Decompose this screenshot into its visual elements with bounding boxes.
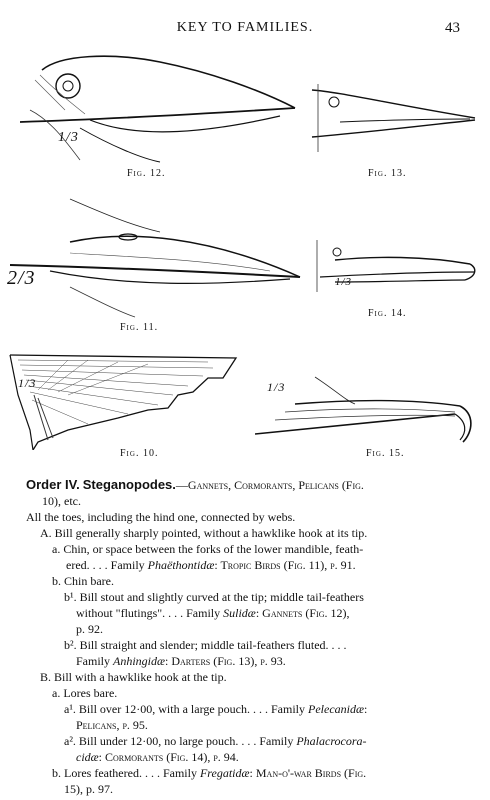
figure-15-frigatebird-bill bbox=[255, 372, 480, 452]
tropic-bird-bill-drawing bbox=[10, 187, 310, 322]
cormorant-bill-drawing bbox=[315, 232, 480, 302]
figure-13-caption: Fig. 13. bbox=[368, 168, 407, 179]
family-anhingidae: Anhingidæ bbox=[113, 654, 166, 668]
key-A-b2-2-pre: Family bbox=[76, 654, 114, 668]
figure-12-gannet-bill bbox=[20, 50, 305, 165]
webbed-foot-drawing bbox=[8, 350, 240, 450]
figure-12-caption: Fig. 12. bbox=[127, 168, 166, 179]
figure-10-scale: 1/3 bbox=[18, 376, 37, 390]
figure-15-caption: Fig. 15. bbox=[366, 448, 405, 459]
key-B-a: a. Lores bare. bbox=[52, 686, 118, 700]
figure-11-scale: 2/3 bbox=[7, 267, 36, 289]
figure-14-caption: Fig. 14. bbox=[368, 308, 407, 319]
family-sulidae: Sulidæ bbox=[223, 606, 256, 620]
figure-11-tropic-bird-bill bbox=[7, 187, 310, 322]
key-B-a1-1-pre: a¹. Bill over 12·00, with a large pouch. . . . Family bbox=[64, 702, 309, 716]
key-A-b1-3: p. 92. bbox=[76, 622, 103, 636]
key-B-a2-1 bbox=[26, 733, 470, 749]
order-members: —Gannets, Cormorants, Pelicans (Fig. bbox=[175, 478, 364, 492]
figure-14-scale: 1/3 bbox=[335, 276, 353, 288]
order-heading bbox=[26, 477, 470, 493]
key-A: A. Bill generally sharply pointed, without a hawklike hook at its tip. bbox=[40, 526, 368, 540]
figure-15-scale: 1/3 bbox=[267, 380, 286, 394]
order-name: Steganopodes. bbox=[82, 477, 176, 492]
frigatebird-bill-drawing bbox=[255, 372, 480, 452]
key-A-b1-1: b¹. Bill stout and slightly curved at the tip; middle tail-feathers bbox=[64, 590, 364, 604]
figure-13-darter-bill bbox=[310, 82, 480, 157]
key-B: B. Bill with a hawklike hook at the tip. bbox=[40, 670, 227, 684]
key-A-b1-2-pre: without "flutings". . . . Family bbox=[76, 606, 224, 620]
key-A-b: b. Chin bare. bbox=[52, 574, 114, 588]
figure-10-webbed-foot bbox=[8, 350, 240, 450]
figure-14-cormorant-bill bbox=[315, 232, 480, 302]
key-B-a1-1-post: : bbox=[364, 702, 368, 716]
figure-12-scale: 1/3 bbox=[58, 130, 79, 145]
key-A-b2-1: b². Bill straight and slender; middle tail-feathers fluted. . . . bbox=[64, 638, 347, 652]
figure-11-caption: Fig. 11. bbox=[120, 322, 159, 333]
key-A-b1-2 bbox=[26, 605, 470, 621]
order-intro: All the toes, including the hind one, connected by webs. bbox=[26, 510, 296, 524]
key-A-a-1: a. Chin, or space between the forks of the lower mandible, feath- bbox=[52, 542, 364, 556]
family-pelecanidae: Pelecanidæ bbox=[308, 702, 364, 716]
family-key-text bbox=[26, 477, 470, 797]
darter-bill-drawing bbox=[310, 82, 480, 157]
key-A-b1-2-post: : Gannets (Fig. 12), bbox=[255, 606, 350, 620]
order-label: Order IV. bbox=[26, 477, 80, 492]
gannet-bill-drawing bbox=[20, 50, 305, 165]
key-B-b-1-pre: b. Lores feathered. . . . Family bbox=[52, 766, 200, 780]
key-B-b-1 bbox=[26, 765, 470, 781]
key-B-a2-2-post: : Cormorants (Fig. 14), p. 94. bbox=[98, 750, 239, 764]
order-members-cont: 10), etc. bbox=[42, 494, 81, 508]
key-B-a2-2 bbox=[26, 749, 470, 765]
key-B-a1-1 bbox=[26, 701, 470, 717]
key-A-b2-2-post: : Darters (Fig. 13), p. 93. bbox=[165, 654, 286, 668]
family-phaethontidae: Phaëthontidæ bbox=[147, 558, 215, 572]
key-B-b-1-post: : Man-o'-war Birds (Fig. bbox=[249, 766, 367, 780]
family-phalacrocoracidae-cont: cidæ bbox=[76, 750, 99, 764]
figure-10-caption: Fig. 10. bbox=[120, 448, 159, 459]
key-B-a1-2: Pelicans, p. 95. bbox=[76, 718, 148, 732]
running-title: KEY TO FAMILIES. bbox=[176, 20, 314, 35]
key-A-a-2-post: : Tropic Birds (Fig. 11), p. 91. bbox=[214, 558, 356, 572]
key-B-a2-1-pre: a². Bill under 12·00, no large pouch. . . . Family bbox=[64, 734, 297, 748]
family-fregatidae: Fregatidæ bbox=[199, 766, 250, 780]
key-A-a-2-pre: ered. . . . Family bbox=[66, 558, 148, 572]
key-A-a-2 bbox=[26, 557, 470, 573]
page-number: 43 bbox=[445, 20, 460, 36]
key-A-b2-2 bbox=[26, 653, 470, 669]
page-header bbox=[0, 20, 490, 40]
family-phalacrocoracidae: Phalacrocora- bbox=[296, 734, 367, 748]
key-B-b-2: 15), p. 97. bbox=[64, 782, 113, 796]
